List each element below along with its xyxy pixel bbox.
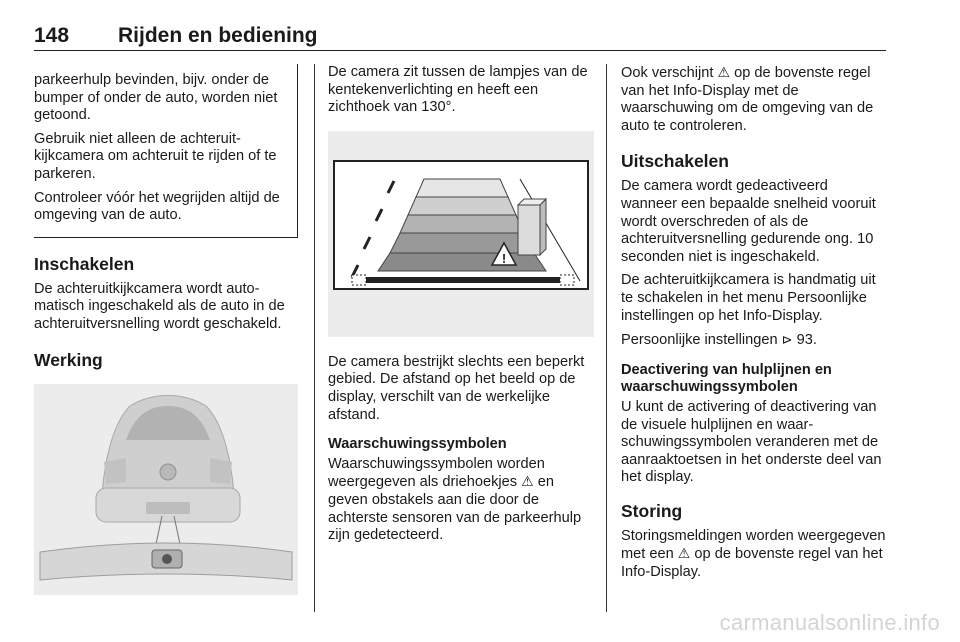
warning-box: [34, 64, 298, 238]
page-link[interactable]: 93.: [796, 332, 817, 349]
warning-text: parkeerhulp bevinden, bijv. onder de bumper of onder de auto, worden niet getoond.: [34, 72, 278, 124]
camera-display-illustration: [328, 131, 594, 337]
section-heading-waarschuwingssymbolen: Waarschuwingssymbolen: [328, 436, 507, 453]
settings-reference: Persoonlijke instellingen ⊳ 93.: [621, 332, 817, 349]
rear-camera-car-illustration: [34, 384, 298, 595]
section-heading-storing: Storing: [621, 500, 683, 521]
inschakelen-text: De achteruitkijkcamera wordt automatisch ingeschakeld als de auto in de achteruitversnelling wordt geschakeld.: [34, 280, 285, 332]
section-heading-deactivering: Deactivering van hulplijnen en waarschuwingssymbolen: [621, 361, 832, 396]
cross-reference-arrow-icon: ⊳: [781, 332, 793, 348]
chapter-title: Rijden en bediening: [118, 24, 318, 47]
uitschakelen-text: De camera wordt gedeactiveerd wanneer een bepaalde snelheid vooruit wordt overschreden of als de achteruitversnelling gedurende ong. 10 seconden niet is ingeschakeld.: [621, 178, 876, 265]
warning-triangle-icon: ⚠: [521, 473, 534, 490]
deactivering-text: U kunt de activering of deactivering van de visuele hulplijnen en waarschuwingssymbolen veranderen met de aanraaktoetsen in het onderste deel van het display.: [621, 398, 882, 486]
page-number: 148: [34, 24, 70, 47]
column-left: [34, 64, 298, 600]
column-divider: [606, 64, 607, 612]
warning-text: Gebruik niet alleen de achteruitkijkcamera om achteruit te rijden of te parkeren.: [34, 130, 277, 182]
watermark: carmanualsonline.info: [719, 610, 940, 635]
column-right: [621, 64, 887, 582]
camera-position-text: De camera zit tussen de lampjes van de kentekenverlichting en heeft een zichthoek van 130°.: [328, 64, 588, 116]
warning-triangle-icon: ⚠: [677, 545, 691, 562]
section-heading-werking: Werking: [34, 349, 103, 370]
section-heading-uitschakelen: Uitschakelen: [621, 151, 729, 172]
warning-text: Controleer vóór het wegrijden altijd de omgeving van de auto.: [34, 189, 280, 224]
storing-text: Storingsmeldingen worden weergegeven met een ⚠ op de bovenste regel van het Info-Display.: [621, 527, 886, 581]
svg-text:!: !: [501, 250, 507, 266]
camera-range-text: De camera bestrijkt slechts een beperkt gebied. De afstand op het beeld op de display, verschilt van de werkelijke afstand.: [328, 353, 585, 423]
section-heading-inschakelen: Inschakelen: [34, 253, 135, 274]
manual-disable-text: De achteruitkijkcamera is handmatig uit te schakelen in het menu Persoonlijke instellingen op het Info-Display.: [621, 272, 876, 324]
page-header: [34, 24, 886, 51]
warning-triangle-icon: ⚠: [717, 64, 731, 80]
column-divider: [314, 64, 315, 612]
info-display-warning-text: Ook verschijnt ⚠ op de bovenste regel van het Info-Display met de waarschuwing om de omgeving van de auto te controleren.: [621, 64, 874, 134]
symbols-text: Waarschuwingssymbolen worden weergegeven als driehoekjes ⚠ en geven obstakels aan die door de achterste sensoren van de parkeerhulp zijn gedetecteerd.: [328, 455, 582, 544]
column-middle: [328, 64, 594, 545]
